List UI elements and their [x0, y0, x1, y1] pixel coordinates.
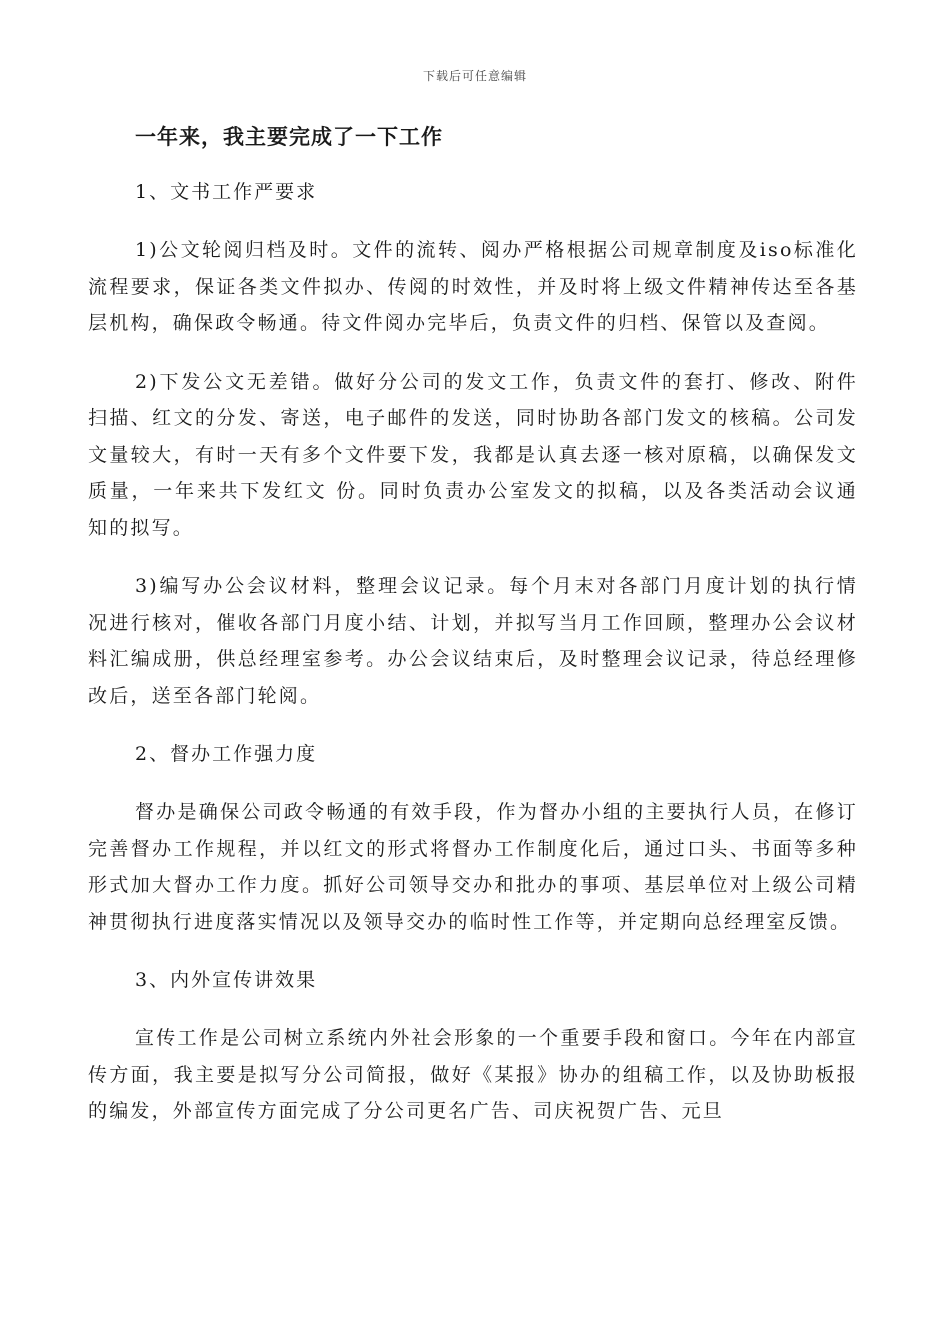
section-heading-2: 2、督办工作强力度	[135, 743, 318, 765]
paragraph-2-1: 督办是确保公司政令畅通的有效手段，作为督办小组的主要执行人员，在修订完善督办工作规程，并以红文的形式将督办工作制度化后，通过口头、书面等多种形式加大督办工作力度。抓好公司领导交办和批办的事项、基层单位对上级公司精神贯彻执行进度落实情况以及领导交办的临时性工作等，并定期向总经理室反馈。	[88, 801, 858, 933]
document-title: 一年来，我主要完成了一下工作	[135, 125, 443, 149]
header-note: 下载后可任意编辑	[422, 69, 527, 83]
paragraph-1-3: 3)编写办公会议材料，整理会议记录。每个月末对各部门月度计划的执行情况进行核对，催收各部门月度小结、计划，并拟写当月工作回顾，整理办公会议材料汇编成册，供总经理室参考。办公会议结束后，及时整理会议记录，待总经理修改后，送至各部门轮阅。	[88, 575, 858, 707]
paragraph-3-1: 宣传工作是公司树立系统内外社会形象的一个重要手段和窗口。今年在内部宣传方面，我主要是拟写分公司简报，做好《某报》协办的组稿工作，以及协助板报的编发，外部宣传方面完成了分公司更名广告、司庆祝贺广告、元旦	[88, 1027, 858, 1122]
paragraph-1-1: 1)公文轮阅归档及时。文件的流转、阅办严格根据公司规章制度及iso标准化流程要求，保证各类文件拟办、传阅的时效性，并及时将上级文件精神传达至各基层机构，确保政令畅通。待文件阅办完毕后，负责文件的归档、保管以及查阅。	[88, 239, 858, 334]
section-heading-3: 3、内外宣传讲效果	[135, 969, 318, 991]
document-body	[88, 118, 858, 1152]
section-heading-1: 1、文书工作严要求	[135, 181, 318, 203]
paragraph-1-2: 2)下发公文无差错。做好分公司的发文工作，负责文件的套打、修改、附件扫描、红文的分发、寄送，电子邮件的发送，同时协助各部门发文的核稿。公司发文量较大，有时一天有多个文件要下发，我都是认真去逐一核对原稿，以确保发文质量，一年来共下发红文 份。同时负责办公室发文的拟稿，以及各类活动会议通知的拟写。	[88, 370, 858, 539]
